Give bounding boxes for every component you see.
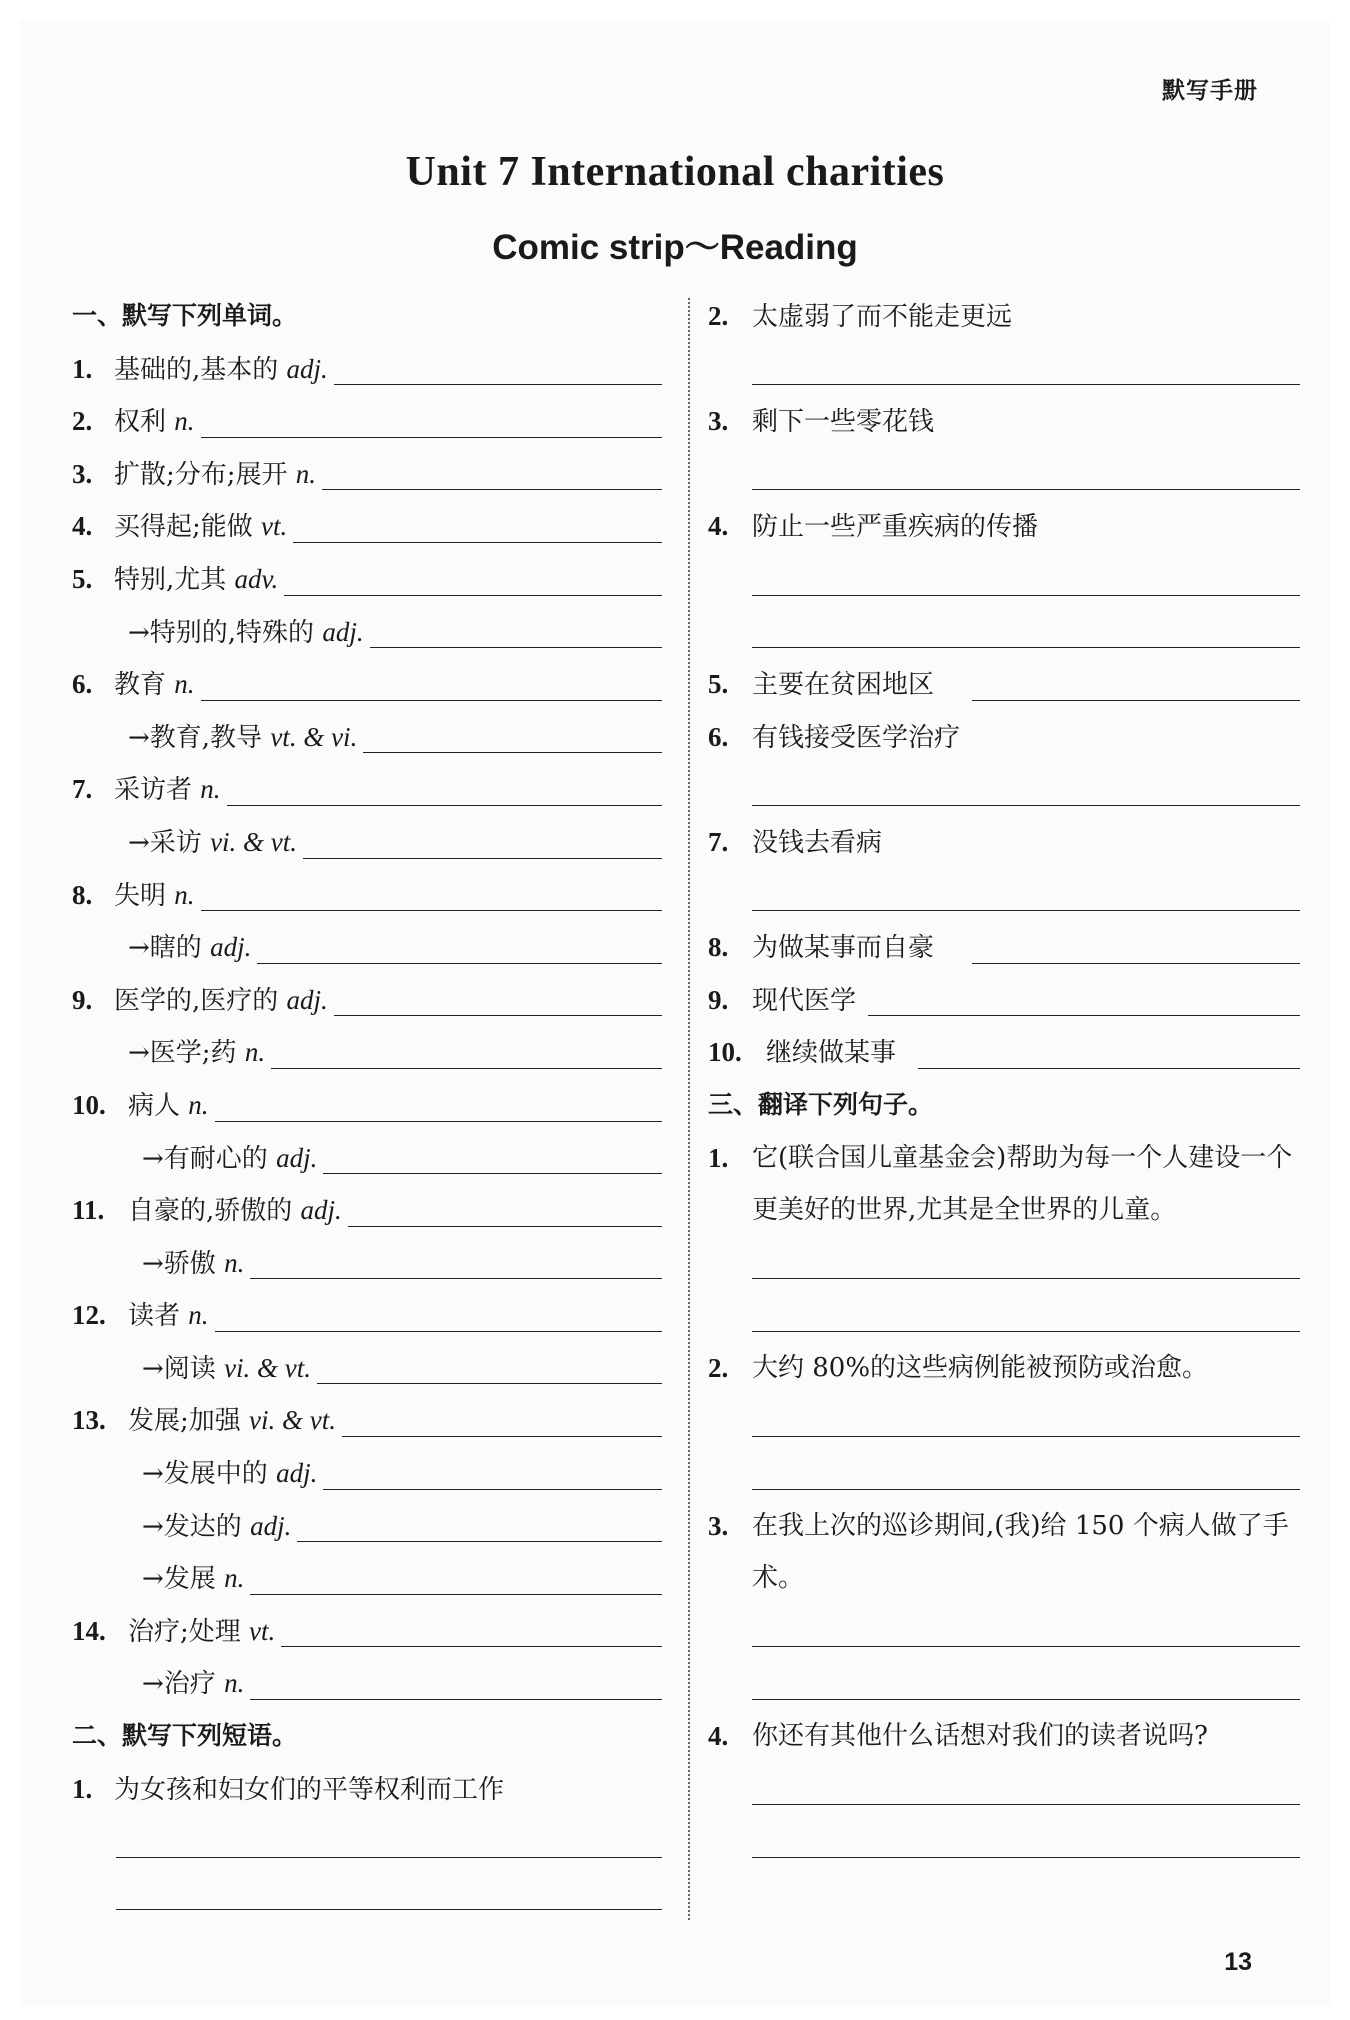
pos-period: . [187, 879, 195, 910]
word-number: 9. [72, 984, 93, 1015]
pos-period: . [329, 1405, 337, 1436]
pos-period: . [310, 1458, 318, 1489]
phrase-text: 现代医学 [752, 985, 857, 1016]
answer-blank[interactable] [297, 1541, 662, 1542]
phrase-number: 10. [708, 1037, 742, 1068]
phrase-number: 1. [72, 1773, 93, 1804]
word-derivative-item [72, 1447, 662, 1500]
left-column [72, 290, 662, 1920]
phrase-text: 太虚弱了而不能走更远 [752, 302, 1013, 332]
part-of-speech: adj [286, 984, 322, 1015]
answer-blank[interactable] [323, 1489, 662, 1490]
word-number: 12. [72, 1300, 106, 1331]
sentence-item [708, 1132, 1300, 1237]
pos-period: . [237, 1563, 245, 1594]
sentence-text: 你还有其他什么话想对我们的读者说吗? [752, 1721, 1208, 1752]
answer-blank[interactable] [250, 1699, 662, 1700]
word-item [72, 1289, 662, 1342]
sentence-item [708, 1342, 1300, 1395]
pos-period: . [280, 511, 288, 542]
answer-line[interactable] [708, 869, 1300, 922]
part-of-speech: adv [234, 563, 272, 594]
answer-line[interactable] [708, 343, 1300, 396]
part-of-speech: vt [261, 511, 281, 542]
answer-blank[interactable] [201, 437, 662, 438]
pos-period: . [258, 1037, 266, 1068]
part-of-speech: n [295, 458, 310, 489]
answer-blank[interactable] [293, 542, 662, 543]
section2-heading: 二、默写下列短语。 [72, 1721, 298, 1751]
word-prompt: 治疗;处理 [128, 1616, 250, 1647]
answer-line[interactable] [708, 448, 1300, 501]
answer-blank[interactable] [972, 963, 1300, 964]
word-item [72, 1394, 662, 1447]
pos-period: . [321, 353, 328, 384]
sentence-item [708, 1710, 1300, 1763]
word-prompt: →医学;药 [128, 1038, 245, 1069]
word-prompt: →有耐心的 [142, 1143, 277, 1174]
part-of-speech: vt [249, 1615, 269, 1646]
sentence-text: 它(联合国儿童基金会)帮助为每一个人建设一个更美好的世界,尤其是全世界的儿童。 [752, 1142, 1293, 1226]
word-derivative-item [72, 1657, 662, 1710]
word-prompt: →特别的,特殊的 [128, 617, 323, 648]
pos-period: . [284, 1510, 292, 1541]
word-number: 10. [72, 1089, 106, 1120]
part-of-speech: adj [276, 1142, 311, 1173]
part-of-speech: adj [300, 1195, 336, 1226]
part-of-speech: n [200, 774, 214, 805]
answer-line[interactable] [708, 1289, 1300, 1342]
word-prompt: 基础的,基本的 [114, 354, 287, 385]
part-of-speech: adj [322, 616, 357, 647]
part-of-speech: n [174, 406, 188, 437]
part-of-speech: adj [250, 1510, 285, 1541]
right-column [708, 290, 1300, 1868]
pos-period: . [350, 721, 358, 752]
phrase-item [708, 1026, 1300, 1079]
word-prompt: 特别,尤其 [114, 564, 235, 595]
word-prompt: 病人 [128, 1090, 189, 1121]
word-number: 1. [72, 353, 93, 384]
word-item [72, 1079, 662, 1132]
answer-line[interactable] [708, 1657, 1300, 1710]
pos-period: . [290, 826, 298, 857]
answer-blank[interactable] [868, 1015, 1300, 1016]
word-number: 6. [72, 669, 93, 700]
word-prompt: 医学的,医疗的 [114, 985, 287, 1016]
answer-line[interactable] [708, 553, 1300, 606]
pos-period: . [201, 1300, 209, 1331]
sentence-number: 3. [708, 1510, 729, 1541]
word-prompt: 扩散;分布;展开 [114, 459, 296, 490]
unit-title: Unit 7 International charities [405, 149, 945, 195]
word-derivative-item [72, 606, 662, 659]
word-prompt: →发展中的 [142, 1459, 277, 1490]
answer-blank[interactable] [363, 752, 662, 753]
workbook-page [20, 20, 1330, 2005]
word-number: 5. [72, 563, 93, 594]
answer-blank[interactable] [317, 1383, 662, 1384]
pos-period: . [356, 616, 364, 647]
part-of-speech: n [188, 1300, 202, 1331]
phrase-item [708, 290, 1300, 343]
word-prompt: 权利 [114, 407, 175, 438]
phrase-item [708, 658, 1300, 711]
word-prompt: 读者 [128, 1301, 189, 1332]
word-item [72, 974, 662, 1027]
phrase-number: 3. [708, 406, 729, 437]
answer-blank[interactable] [334, 1015, 662, 1016]
phrase-text: 继续做某事 [766, 1038, 897, 1069]
part-of-speech: n [188, 1089, 202, 1120]
answer-line[interactable] [72, 1815, 662, 1868]
part-of-speech: adj [210, 932, 245, 963]
word-item [72, 500, 662, 553]
answer-blank[interactable] [201, 700, 662, 701]
word-derivative-item [72, 1237, 662, 1290]
phrase-number: 6. [708, 721, 729, 752]
answer-line[interactable] [72, 1868, 662, 1921]
answer-blank[interactable] [227, 805, 662, 806]
pos-period: . [271, 563, 279, 594]
answer-line[interactable] [708, 1237, 1300, 1290]
answer-blank[interactable] [257, 963, 662, 964]
pos-period: . [237, 1247, 245, 1278]
phrase-text: 主要在贫困地区 [752, 670, 935, 701]
word-prompt: →骄傲 [142, 1248, 225, 1279]
pos-period: . [309, 458, 317, 489]
answer-blank[interactable] [342, 1436, 662, 1437]
part-of-speech: vt. & vi [270, 721, 351, 752]
word-prompt: 失明 [114, 880, 175, 911]
answer-line[interactable] [708, 763, 1300, 816]
word-derivative-item [72, 816, 662, 869]
word-derivative-item [72, 921, 662, 974]
pos-period: . [187, 669, 195, 700]
phrase-item [708, 921, 1300, 974]
phrase-text: 为做某事而自豪 [752, 933, 935, 964]
pos-period: . [310, 1142, 318, 1173]
part-of-speech: adj [286, 353, 322, 384]
word-prompt: 教育 [114, 670, 175, 701]
pos-period: . [321, 984, 328, 1015]
word-item [72, 763, 662, 816]
phrase-number: 7. [708, 826, 729, 857]
answer-line[interactable] [708, 1815, 1300, 1868]
answer-blank[interactable] [303, 858, 662, 859]
part-of-speech: n [224, 1563, 238, 1594]
pos-period: . [244, 932, 252, 963]
phrase-number: 9. [708, 984, 729, 1015]
word-prompt: →治疗 [142, 1669, 225, 1700]
answer-line[interactable] [708, 1763, 1300, 1816]
answer-blank[interactable] [284, 595, 662, 596]
part-of-speech: vi. & vt [249, 1405, 330, 1436]
word-item [72, 553, 662, 606]
answer-line[interactable] [708, 606, 1300, 659]
word-number: 7. [72, 774, 93, 805]
answer-line[interactable] [708, 1605, 1300, 1658]
pos-period: . [187, 406, 195, 437]
part-of-speech: vi. & vt [210, 826, 291, 857]
page-number: 13 [1224, 1948, 1252, 1976]
lesson-subtitle: Comic strip～Reading [492, 228, 858, 267]
word-item [72, 448, 662, 501]
word-item [72, 343, 662, 396]
sentence-text: 在我上次的巡诊期间,(我)给 150 个病人做了手术。 [752, 1510, 1289, 1594]
word-derivative-item [72, 1132, 662, 1185]
answer-blank[interactable] [250, 1278, 662, 1279]
word-prompt: →发展 [142, 1564, 225, 1595]
answer-blank[interactable] [370, 647, 662, 648]
word-number: 3. [72, 458, 93, 489]
answer-blank[interactable] [323, 1173, 662, 1174]
word-item [72, 395, 662, 448]
answer-line[interactable] [708, 1394, 1300, 1447]
phrase-item [708, 974, 1300, 1027]
answer-blank[interactable] [250, 1594, 662, 1595]
word-number: 11. [72, 1195, 105, 1226]
word-item [72, 658, 662, 711]
word-prompt: 买得起;能做 [114, 512, 262, 543]
answer-blank[interactable] [334, 384, 662, 385]
answer-blank[interactable] [972, 700, 1300, 701]
phrase-number: 4. [708, 511, 729, 542]
word-number: 2. [72, 406, 93, 437]
part-of-speech: n [224, 1247, 238, 1278]
phrase-number: 5. [708, 669, 729, 700]
phrase-text: 防止一些严重疾病的传播 [752, 512, 1039, 543]
word-prompt: →发达的 [142, 1511, 251, 1542]
word-prompt: →阅读 [142, 1353, 225, 1384]
phrase-text: 为女孩和妇女们的平等权利而工作 [114, 1774, 505, 1805]
phrase-text: 剩下一些零花钱 [752, 407, 935, 438]
section1-heading: 一、默写下列单词。 [72, 301, 298, 330]
part-of-speech: vi. & vt [224, 1352, 305, 1383]
sentence-number: 4. [708, 1721, 729, 1752]
phrase-text: 有钱接受医学治疗 [752, 722, 961, 753]
word-prompt: 发展;加强 [128, 1406, 250, 1437]
phrase-item [708, 500, 1300, 553]
phrase-number: 2. [708, 301, 729, 331]
part-of-speech: adj [276, 1458, 311, 1489]
word-prompt: →教育,教导 [128, 722, 271, 753]
answer-blank[interactable] [215, 1331, 662, 1332]
word-list [72, 343, 662, 1710]
word-prompt: →瞎的 [128, 933, 211, 964]
part-of-speech: n [174, 669, 188, 700]
sentence-text: 大约 80%的这些病例能被预防或治愈。 [752, 1352, 1209, 1383]
phrase-item [708, 711, 1300, 764]
word-prompt: →采访 [128, 827, 211, 858]
word-item [72, 869, 662, 922]
word-number: 13. [72, 1405, 106, 1436]
word-item [72, 1605, 662, 1658]
sentence-item [708, 1500, 1300, 1605]
answer-blank[interactable] [215, 1121, 662, 1122]
phrase-text: 没钱去看病 [752, 827, 883, 858]
part-of-speech: n [224, 1668, 238, 1699]
handbook-label: 默写手册 [1162, 78, 1258, 104]
word-derivative-item [72, 1500, 662, 1553]
word-prompt: 采访者 [114, 775, 201, 806]
word-number: 4. [72, 511, 93, 542]
answer-blank[interactable] [348, 1226, 662, 1227]
pos-period: . [304, 1352, 312, 1383]
pos-period: . [268, 1615, 276, 1646]
part-of-speech: n [174, 879, 188, 910]
answer-blank[interactable] [322, 489, 662, 490]
phrase-number: 8. [708, 932, 729, 963]
section3-heading: 三、翻译下列句子。 [708, 1089, 934, 1119]
phrase-item [72, 1763, 662, 1816]
column-divider [688, 298, 690, 1920]
pos-period: . [335, 1195, 342, 1226]
sentence-number: 2. [708, 1352, 729, 1383]
answer-blank[interactable] [271, 1068, 662, 1069]
phrase-item [708, 816, 1300, 869]
word-number: 14. [72, 1615, 106, 1646]
pos-period: . [213, 774, 221, 805]
word-number: 8. [72, 879, 93, 910]
sentence-number: 1. [708, 1142, 729, 1173]
word-item [72, 1184, 662, 1237]
word-derivative-item [72, 1552, 662, 1605]
word-derivative-item [72, 1342, 662, 1395]
word-derivative-item [72, 711, 662, 764]
word-prompt: 自豪的,骄傲的 [128, 1196, 301, 1227]
answer-blank[interactable] [201, 910, 662, 911]
phrase-item [708, 395, 1300, 448]
answer-blank[interactable] [281, 1646, 662, 1647]
answer-line[interactable] [708, 1447, 1300, 1500]
pos-period: . [201, 1089, 209, 1120]
answer-blank[interactable] [918, 1068, 1300, 1069]
part-of-speech: n [244, 1037, 259, 1068]
word-derivative-item [72, 1026, 662, 1079]
pos-period: . [237, 1668, 245, 1699]
